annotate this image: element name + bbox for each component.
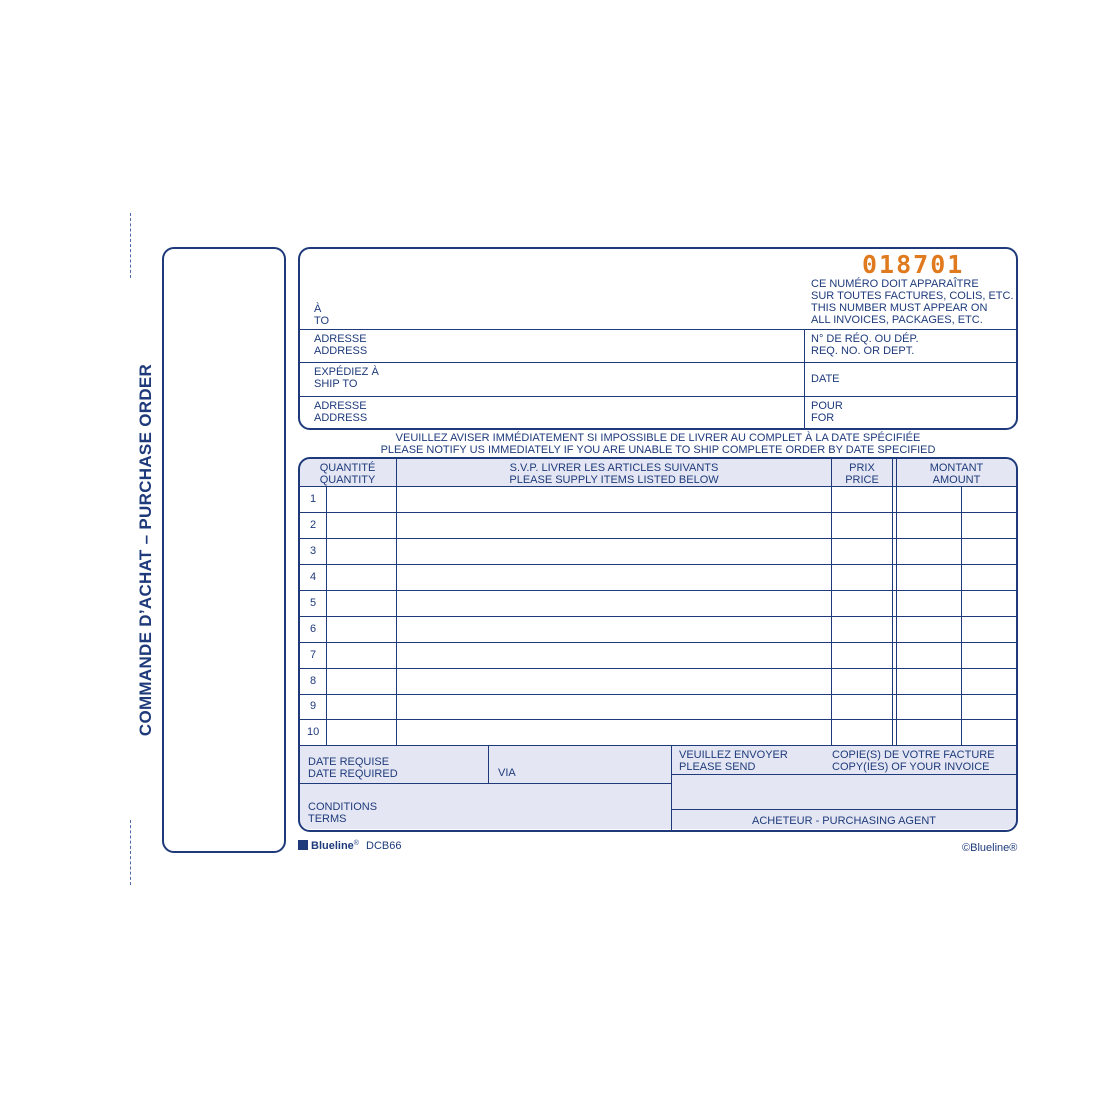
quantity-header: QUANTITÉ QUANTITY xyxy=(319,462,376,486)
date-label: DATE xyxy=(811,373,840,385)
copyright: ©Blueline® xyxy=(962,842,1018,854)
ship-to-label: EXPÉDIEZ À SHIP TO xyxy=(314,366,379,390)
items-table xyxy=(298,457,1018,832)
terms-label: CONDITIONS TERMS xyxy=(308,801,378,825)
amount-header: MONTANT AMOUNT xyxy=(929,462,984,486)
serial-notice: CE NUMÉRO DOIT APPARAÎTRE SUR TOUTES FACTURES, COLIS, ETC. THIS NUMBER MUST APPEAR ON ALL INVOICES, PACKAGES, ETC. xyxy=(811,278,1014,326)
please-send-label: VEUILLEZ ENVOYER PLEASE SEND xyxy=(679,749,788,773)
row-number: 1 xyxy=(310,493,317,505)
row-number: 9 xyxy=(310,700,317,712)
address-label-2: ADRESSE ADDRESS xyxy=(314,400,368,424)
via-label: VIA xyxy=(498,767,516,779)
row-number: 6 xyxy=(310,623,317,635)
row-number: 4 xyxy=(310,571,317,583)
perforation-top xyxy=(130,213,131,278)
perforation-bottom xyxy=(130,820,131,885)
delivery-notice: VEUILLEZ AVISER IMMÉDIATEMENT SI IMPOSSIBLE DE LIVRER AU COMPLET À LA DATE SPÉCIFIÉE PLEASE NOTIFY US IMMEDIATELY IF YOU ARE UNABLE TO SHIP COMPLETE ORDER BY DATE SPECIFIED xyxy=(380,432,936,456)
row-number: 8 xyxy=(310,675,317,687)
row-number: 5 xyxy=(310,597,317,609)
invoice-copies-label: COPIE(S) DE VOTRE FACTURE COPY(IES) OF YOUR INVOICE xyxy=(832,749,995,773)
items-header: S.V.P. LIVRER LES ARTICLES SUIVANTS PLEASE SUPPLY ITEMS LISTED BELOW xyxy=(509,462,719,486)
side-title: COMMANDE D’ACHAT – PURCHASE ORDER xyxy=(136,363,155,737)
price-header: PRIX PRICE xyxy=(845,462,879,486)
serial-number: 018701 xyxy=(862,250,965,279)
model-number: DCB66 xyxy=(366,840,402,852)
row-number: 2 xyxy=(310,519,317,531)
purchasing-agent-label: ACHETEUR - PURCHASING AGENT xyxy=(752,815,936,827)
req-no-label: N° DE RÉQ. OU DÉP. REQ. NO. OR DEPT. xyxy=(811,333,919,357)
for-label: POUR FOR xyxy=(811,400,843,424)
row-number: 10 xyxy=(307,726,320,738)
blueline-logo-icon xyxy=(298,840,308,850)
stub-box xyxy=(162,247,286,853)
row-number: 3 xyxy=(310,545,317,557)
address-label-1: ADRESSE ADDRESS xyxy=(314,333,368,357)
brand-logo: Blueline® DCB66 xyxy=(298,840,402,852)
to-label: À TO xyxy=(314,303,330,327)
date-required-label: DATE REQUISE DATE REQUIRED xyxy=(308,756,398,780)
row-number: 7 xyxy=(310,649,317,661)
